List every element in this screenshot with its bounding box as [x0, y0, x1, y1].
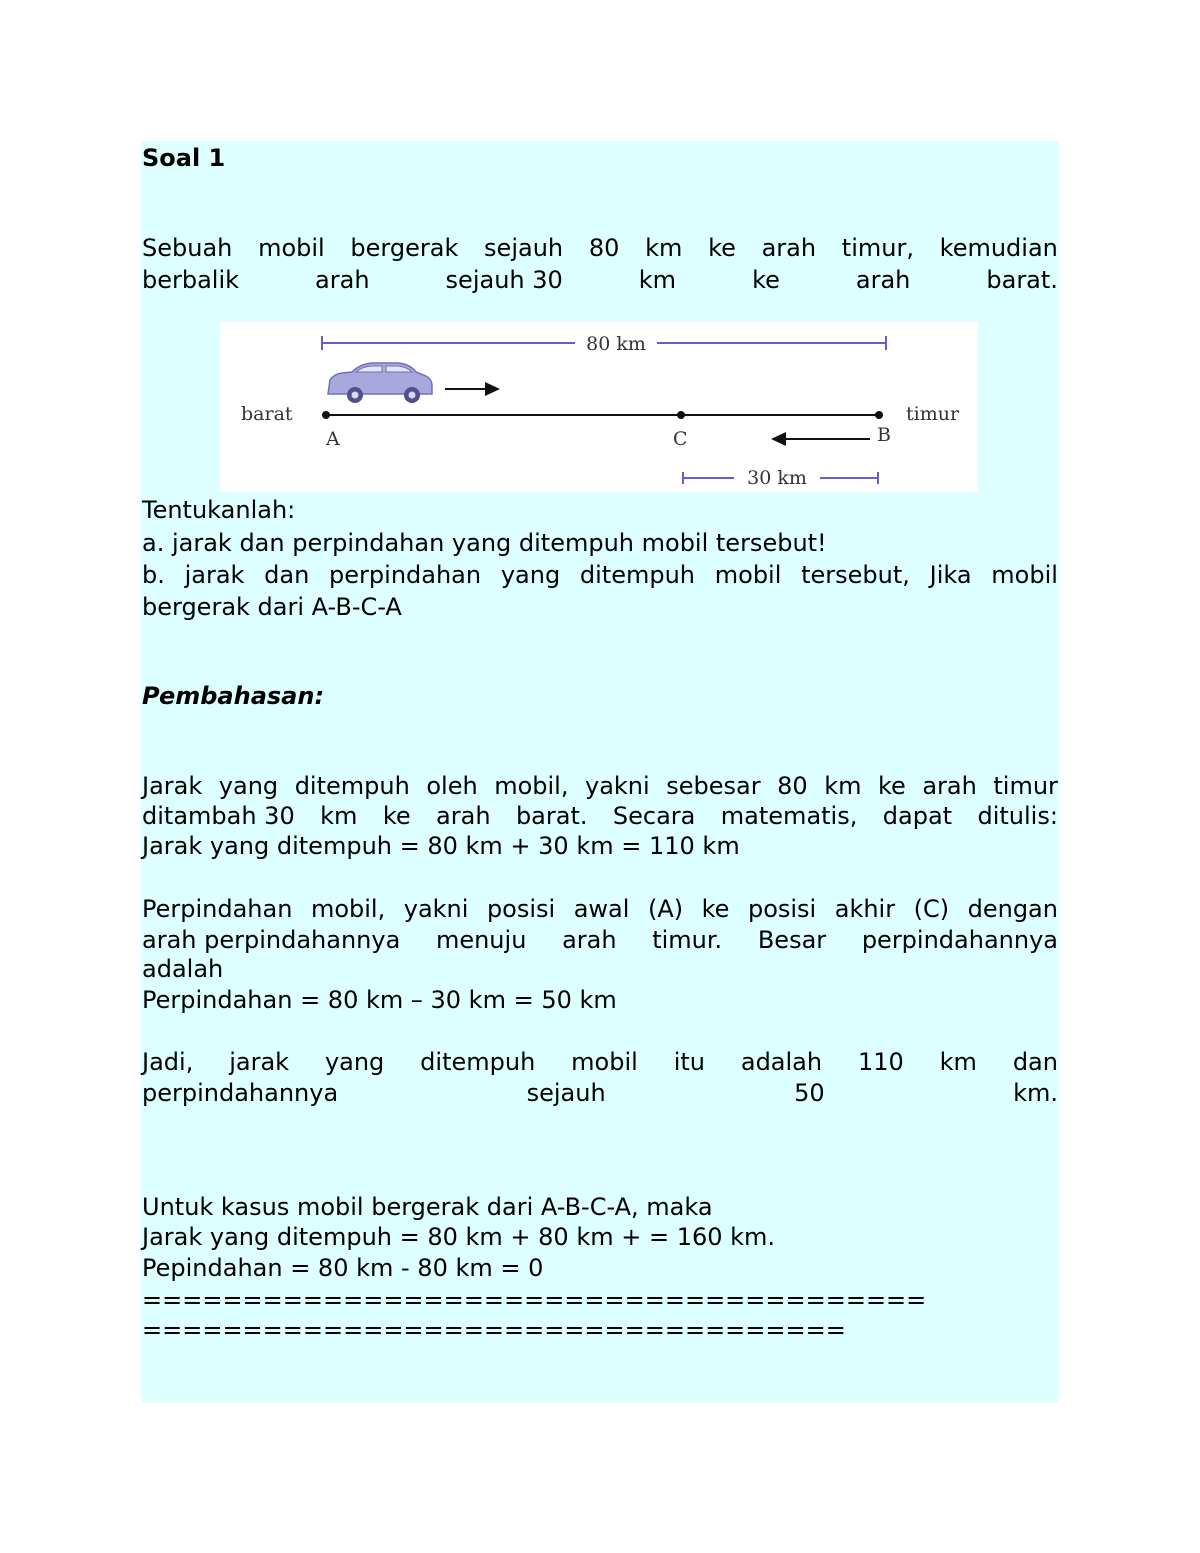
word: perpindahan [329, 561, 482, 589]
point-b-label: B [877, 424, 891, 446]
word: Jarak [142, 772, 203, 800]
west-label: barat [241, 403, 293, 425]
question-intro: Tentukanlah: [142, 496, 296, 524]
word: barat. [515, 802, 588, 830]
word: Sebuah [142, 234, 233, 262]
word: mobil, [310, 895, 386, 923]
word: 110 [857, 1048, 904, 1076]
word: dapat [882, 802, 953, 830]
word: timur, [841, 234, 914, 262]
dimension-30km-label: 30 km [747, 467, 807, 489]
word: posisi [486, 895, 556, 923]
word: km [638, 266, 677, 294]
solution-p1-line-3: Jarak yang ditempuh = 80 km + 30 km = 110 km [142, 832, 740, 860]
word: ke [382, 802, 411, 830]
arrow-right-icon [445, 382, 500, 396]
word: ditempuh [579, 561, 696, 589]
intro-line-1 [142, 233, 1058, 264]
word: ditambah 30 [142, 802, 295, 830]
dimension-80km [322, 333, 886, 355]
word: (A) [647, 895, 684, 923]
point-a-dot [322, 411, 330, 419]
word: Jika [929, 561, 972, 589]
separator-2: =================================== [142, 1316, 846, 1344]
word: jarak [229, 1048, 290, 1076]
word: yang [324, 1048, 385, 1076]
word: mobil [571, 1048, 638, 1076]
word: ke [708, 234, 736, 262]
word: oleh [426, 772, 478, 800]
word: tersebut, [801, 561, 910, 589]
word: yang [218, 772, 279, 800]
word: arah [562, 926, 617, 954]
solution-p3-line-1 [142, 1047, 1058, 1078]
word: bergerak [350, 234, 459, 262]
word: mobil [714, 561, 782, 589]
solution-p2-line-2 [142, 925, 1058, 956]
solution-p4-line-2: Jarak yang ditempuh = 80 km + 80 km + = 160 km. [142, 1223, 776, 1251]
word: kemudian [939, 234, 1058, 262]
word: dan [264, 561, 310, 589]
word: posisi [747, 895, 817, 923]
question-a: a. jarak dan perpindahan yang ditempuh mobil tersebut! [142, 529, 827, 557]
word: Secara [612, 802, 696, 830]
word: arah [761, 234, 817, 262]
word: km [645, 234, 683, 262]
word: yakni [585, 772, 650, 800]
word: 80 [588, 234, 620, 262]
word: ditempuh [420, 1048, 536, 1076]
word: b. [142, 561, 165, 589]
word: yang [500, 561, 561, 589]
word: timur [993, 772, 1058, 800]
word: sebesar [666, 772, 761, 800]
word: arah [922, 772, 977, 800]
solution-p1-line-2 [142, 801, 1058, 832]
word: matematis, [720, 802, 858, 830]
word: km [939, 1048, 977, 1076]
word: timur. [652, 926, 723, 954]
word: 50 [794, 1079, 825, 1107]
point-a-label: A [326, 428, 340, 450]
question-b-line-1 [142, 560, 1058, 591]
word: arah [315, 266, 370, 294]
dimension-80km-label: 80 km [586, 333, 646, 355]
word: berbalik [142, 266, 240, 294]
word: barat. [986, 266, 1058, 294]
separator-1: ======================================= [142, 1286, 927, 1314]
point-c-label: C [673, 428, 688, 450]
word: ke [701, 895, 730, 923]
car-icon [328, 363, 432, 403]
word: dengan [967, 895, 1058, 923]
word: sejauh [526, 1079, 606, 1107]
solution-p4-line-1: Untuk kasus mobil bergerak dari A-B-C-A, maka [142, 1193, 713, 1221]
word: dan [1012, 1048, 1058, 1076]
word: akhir [834, 895, 896, 923]
point-c-dot [677, 411, 685, 419]
solution-p2-line-3: adalah [142, 955, 224, 983]
word: km. [1013, 1079, 1058, 1107]
word: km [824, 772, 862, 800]
word: 80 [777, 772, 808, 800]
solution-p1-line-1 [142, 771, 1058, 802]
word: perpindahannya [142, 1079, 339, 1107]
word: Besar [757, 926, 827, 954]
word: awal [573, 895, 630, 923]
question-b-line-2: bergerak dari A-B-C-A [142, 593, 402, 621]
heading: Soal 1 [142, 144, 226, 172]
east-label: timur [906, 403, 960, 425]
word: Jadi, [142, 1048, 194, 1076]
word: arah [855, 266, 911, 294]
word: mobil [258, 234, 325, 262]
word: itu [673, 1048, 705, 1076]
intro-line-2 [142, 265, 1058, 296]
word: adalah [740, 1048, 823, 1076]
solution-p3-line-2 [142, 1078, 1058, 1109]
word: sejauh [484, 234, 564, 262]
solution-p2-line-4: Perpindahan = 80 km – 30 km = 50 km [142, 986, 617, 1014]
word: mobil, [494, 772, 569, 800]
word: (C) [913, 895, 950, 923]
solution-heading: Pembahasan: [142, 682, 325, 710]
dimension-30km [683, 467, 878, 489]
word: perpindahannya [861, 926, 1058, 954]
word: jarak [184, 561, 245, 589]
point-b-dot [875, 411, 883, 419]
word: yakni [403, 895, 469, 923]
word: ke [878, 772, 906, 800]
word: arah [436, 802, 491, 830]
word: Perpindahan [142, 895, 293, 923]
word: sejauh 30 [445, 266, 563, 294]
word: km [320, 802, 358, 830]
word: ditempuh [294, 772, 410, 800]
word: ke [752, 266, 780, 294]
word: mobil [991, 561, 1058, 589]
word: menuju [435, 926, 527, 954]
solution-p4-line-3: Pepindahan = 80 km - 80 km = 0 [142, 1254, 544, 1282]
arrow-left-icon [771, 432, 870, 446]
word: arah perpindahannya [142, 926, 401, 954]
motion-diagram [220, 322, 978, 492]
word: ditulis: [977, 802, 1058, 830]
solution-p2-line-1 [142, 894, 1058, 925]
